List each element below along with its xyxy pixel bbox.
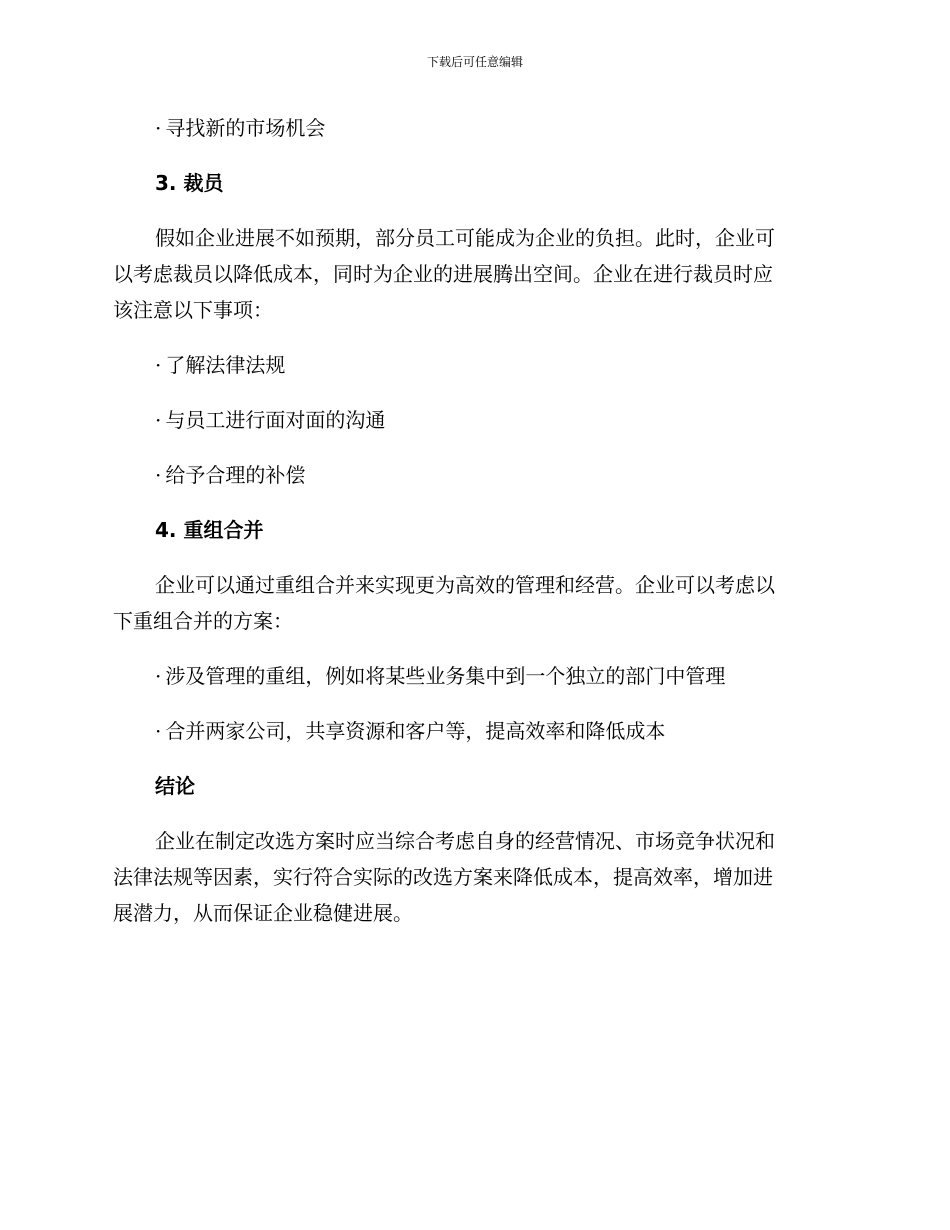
paragraph-line: 下重组合并的方案： (113, 609, 293, 633)
list-item (113, 110, 833, 146)
list-item-text: 给予合理的补偿 (165, 463, 306, 487)
bullet-dot: · (155, 116, 162, 140)
list-item (113, 402, 833, 438)
bullet-dot: · (155, 353, 162, 377)
list-item (113, 658, 833, 694)
list-item-text: 寻找新的市场机会 (165, 116, 326, 140)
paragraph-conclusion (113, 823, 833, 931)
section-heading-conclusion: 结论 (155, 774, 195, 798)
bullet-dot: · (155, 408, 162, 432)
bullet-dot: · (155, 463, 162, 487)
paragraph-line: 假如企业进展不如预期，部分员工可能成为企业的负担。此时，企业可 (155, 226, 775, 250)
list-item (113, 347, 833, 383)
list-item (113, 457, 833, 493)
bullet-dot: · (155, 719, 162, 743)
list-item (113, 713, 833, 749)
document-body (113, 110, 833, 931)
paragraph-merger (113, 567, 833, 639)
paragraph-line: 企业在制定改选方案时应当综合考虑自身的经营情况、市场竞争状况和 (155, 829, 775, 853)
paragraph-line: 以考虑裁员以降低成本，同时为企业的进展腾出空间。企业在进行裁员时应 (113, 262, 773, 286)
list-item-text: 与员工进行面对面的沟通 (165, 408, 386, 432)
section-heading-merger: 4. 重组合并 (155, 518, 264, 542)
paragraph-line: 企业可以通过重组合并来实现更为高效的管理和经营。企业可以考虑以 (155, 573, 775, 597)
paragraph-line: 该注意以下事项： (113, 298, 273, 322)
section-heading-layoffs: 3. 裁员 (155, 171, 224, 195)
list-item-text: 涉及管理的重组，例如将某些业务集中到一个独立的部门中管理 (165, 664, 726, 688)
paragraph-line: 法律法规等因素，实行符合实际的改选方案来降低成本，提高效率，增加进 (113, 865, 773, 889)
list-item-text: 了解法律法规 (165, 353, 286, 377)
paragraph-layoffs (113, 220, 833, 328)
bullet-dot: · (155, 664, 162, 688)
paragraph-line: 展潜力，从而保证企业稳健进展。 (113, 901, 413, 925)
page-header: 下载后可任意编辑 (426, 55, 523, 69)
list-item-text: 合并两家公司，共享资源和客户等，提高效率和降低成本 (165, 719, 666, 743)
